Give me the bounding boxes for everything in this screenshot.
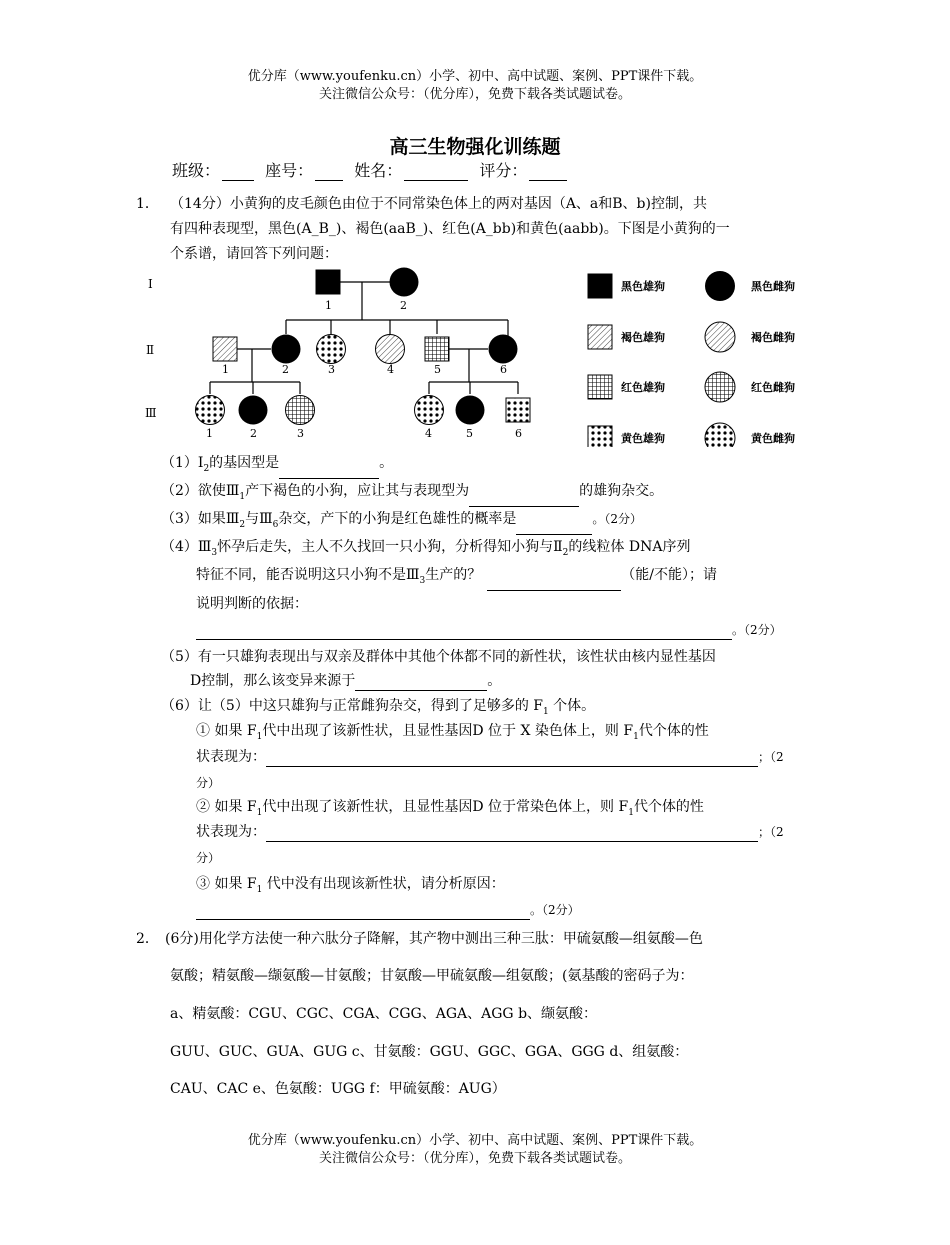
class-label: 班级： (172, 161, 221, 180)
q1-intro-3: 个系谱，请回答下列问题： (170, 246, 338, 262)
q1-sub6-3-line1: ③ 如果 $F_1$ 代中没有出现该新性状，请分析原因： (196, 876, 505, 895)
q1-sub5-blank[interactable] (355, 675, 487, 691)
q2-line-5: CAU、CAC e、色氨酸：UGG f：甲硫氨酸：AUG） (170, 1081, 506, 1097)
gen-label-3: Ⅲ (145, 406, 157, 420)
legend-red-male-icon (588, 375, 612, 399)
class-blank (222, 164, 254, 181)
legend-brown-female: 褐色雌狗 (751, 331, 795, 344)
gen2-num-3: 3 (328, 363, 335, 376)
q1-sub4-line1: $(4)Ⅲ_3$怀孕后走失，主人不久找回一只小狗，分析得知小狗与$Ⅱ_2$的线粒体 DNA序列 (161, 539, 691, 558)
q1-sub6-1-blank[interactable] (266, 751, 758, 767)
gen1-male-1 (316, 270, 340, 294)
q1-sub1: $(1)Ⅰ_2$的基因型是 。 (161, 453, 393, 479)
gen3-num-6: 6 (515, 427, 522, 440)
legend-yellow-female: 黄色雌狗 (751, 432, 795, 445)
q1-sub3-blank[interactable] (516, 519, 592, 535)
q1-sub1-blank[interactable] (279, 463, 379, 479)
q1-sub6-3-line2: 。（2分） (196, 900, 580, 920)
legend-red-female-icon (705, 372, 735, 402)
q1-number: 1． (136, 196, 159, 212)
gen3-num-4: 4 (425, 427, 432, 440)
q2-line-2: 氨酸；精氨酸—缬氨酸—甘氨酸；甘氨酸—甲硫氨酸—组氨酸；(氨基酸的密码子为： (170, 968, 694, 984)
gen2-male-1 (213, 337, 237, 361)
q1-sub6-2-line1: ② 如果 $F_1$代中出现了该新性状，且显性基因D 位于常染色体上，则 $F_1$代个体的性 (196, 799, 704, 818)
footer-line-2: 关注微信公众号：（优分库），免费下载各类试题试卷。 (318, 1151, 631, 1166)
q1-sub6-2-blank[interactable] (266, 826, 758, 842)
gen1-num-1: 1 (325, 299, 332, 312)
q1-sub4-line4: 。（2分） (196, 620, 782, 640)
gen3-num-1: 1 (206, 427, 213, 440)
q1-intro-1: （14分）小黄狗的皮毛颜色由位于不同常染色体上的两对基因（A、a和B、b)控制，共 (170, 196, 707, 212)
q1-intro-2: 有四种表现型，黑色(A_B_)、褐色(aaB_)、红色(A_bb)和黄色(aabb)。下图是小黄狗的一 (170, 221, 730, 237)
legend-black-female: 黑色雌狗 (751, 280, 795, 293)
q1-sub2-blank[interactable] (469, 491, 579, 507)
gen2-female-4 (376, 335, 405, 364)
gen2-male-5 (425, 337, 449, 361)
q2-line-1: (6分)用化学方法使一种六肽分子降解，其产物中测出三种三肽：甲硫氨酸—组氨酸—色 (165, 931, 703, 947)
q1-sub6-1-line3: 分） (196, 776, 221, 790)
gen3-male-6 (506, 398, 530, 422)
page-footer (0, 1132, 950, 1168)
gen2-num-6: 6 (500, 363, 507, 376)
gen3-female-3 (286, 396, 315, 425)
pedigree-legend (588, 271, 795, 447)
gen2-female-6 (489, 335, 518, 364)
score-label: 评分： (479, 161, 528, 180)
gen3-female-1 (196, 396, 225, 425)
pedigree-figure (140, 262, 820, 447)
q2-line-3: a、精氨酸：CGU、CGC、CGA、CGG、AGA、AGG b、缬氨酸： (170, 1006, 598, 1022)
q1-sub5-line1: （5）有一只雄狗表现出与双亲及群体中其他个体都不同的新性状，该性状由核内显性基因 (161, 649, 716, 665)
q1-sub4-reason-blank[interactable] (196, 624, 732, 640)
q2-number: 2． (136, 931, 159, 947)
gen2-num-1: 1 (222, 363, 229, 376)
q1-sub4-blank[interactable] (487, 575, 621, 591)
legend-yellow-male: 黄色雄狗 (621, 432, 665, 445)
q2-line-4: GUU、GUC、GUA、GUG c、甘氨酸：GGU、GGC、GGA、GGG d、组氨酸： (170, 1044, 689, 1060)
q1-sub6-1-line1: ① 如果 $F_1$代中出现了该新性状，且显性基因D 位于 X 染色体上，则 $F_1$代个体的性 (196, 723, 709, 742)
seat-blank (315, 164, 343, 181)
gen3-female-4 (415, 396, 444, 425)
q1-sub3: （3）如果$Ⅲ_2$与$Ⅲ_6$杂交，产下的小狗是红色雄性的概率是 。（2分） (161, 509, 642, 535)
gen2-female-3 (317, 335, 346, 364)
gen3-num-5: 5 (466, 427, 473, 440)
gen1-female-2 (390, 268, 419, 297)
legend-yellow-female-icon (705, 423, 735, 447)
name-label: 姓名： (354, 161, 403, 180)
gen2-num-2: 2 (282, 363, 289, 376)
gen1-num-2: 2 (400, 299, 407, 312)
legend-black-male: 黑色雄狗 (621, 280, 665, 293)
legend-red-female: 红色雌狗 (751, 381, 795, 394)
legend-brown-female-icon (705, 322, 735, 352)
legend-black-female-icon (705, 271, 735, 301)
page-title: 高三生物强化训练题 (389, 136, 561, 158)
header-line-1: 优分库（www.youfenku.cn）小学、初中、高中试题、案例、PPT课件下载。 (247, 69, 703, 84)
q1-sub4-line2: 特征不同，能否说明这只小狗不是$Ⅲ_3$生产的？ （能/不能）；请 (196, 565, 717, 591)
q1-sub5-line2: D控制，那么该变异来源于 。 (190, 673, 502, 689)
pedigree-lines (210, 282, 518, 394)
legend-black-male-icon (588, 274, 612, 298)
score-blank (529, 164, 567, 181)
student-info (172, 158, 573, 181)
gen3-female-2 (239, 396, 268, 425)
q1-sub6: （6）让（5）中这只雄狗与正常雌狗杂交，得到了足够多的 $F_1$ 个体。 (161, 698, 596, 717)
gen-label-1: Ⅰ (148, 277, 153, 291)
seat-label: 座号： (265, 161, 314, 180)
gen3-female-5 (456, 396, 485, 425)
q1-sub6-2-line3: 分） (196, 851, 221, 865)
page-header (0, 68, 950, 104)
legend-red-male: 红色雄狗 (621, 381, 665, 394)
gen-label-2: Ⅱ (146, 343, 155, 357)
legend-yellow-male-icon (588, 426, 612, 447)
gen2-num-4: 4 (387, 363, 394, 376)
gen3-num-2: 2 (250, 427, 257, 440)
footer-line-1: 优分库（www.youfenku.cn）小学、初中、高中试题、案例、PPT课件下载。 (247, 1133, 703, 1148)
legend-brown-male: 褐色雄狗 (621, 331, 665, 344)
legend-brown-male-icon (588, 325, 612, 349)
gen3-num-3: 3 (297, 427, 304, 440)
q1-sub6-1-line2: 状表现为： ；（2 (196, 749, 784, 765)
gen2-num-5: 5 (434, 363, 441, 376)
q1-sub6-3-blank[interactable] (196, 904, 530, 920)
gen2-female-2 (272, 335, 301, 364)
header-line-2: 关注微信公众号：（优分库），免费下载各类试题试卷。 (318, 87, 631, 102)
q1-sub2: （2）欲使$Ⅲ_1$产下褐色的小狗，应让其与表现型为 的雄狗杂交。 (161, 481, 663, 507)
name-blank (404, 164, 468, 181)
q1-sub4-line3: 说明判断的依据： (196, 596, 308, 612)
q1-sub6-2-line2: 状表现为： ；（2 (196, 824, 784, 840)
